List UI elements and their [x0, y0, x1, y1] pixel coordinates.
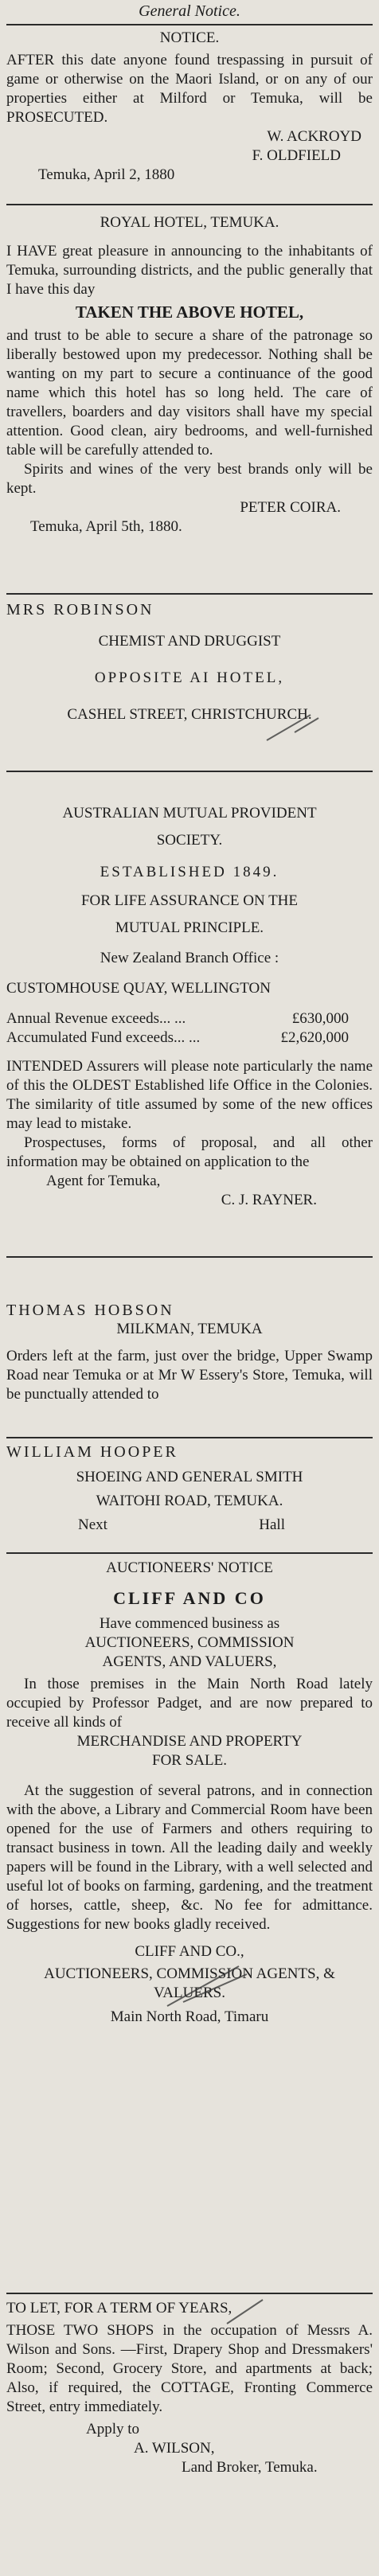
- rule-7: [6, 2293, 373, 2294]
- rule-3: [6, 771, 373, 772]
- tolet-name: A. WILSON,: [134, 2440, 215, 2457]
- amp-agent: Agent for Temuka,: [46, 1173, 161, 1189]
- hooper-name: WILLIAM HOOPER: [6, 1443, 178, 1461]
- hooper-hall: Hall: [259, 1516, 285, 1533]
- cliff-line-4: MERCHANDISE AND PROPERTY: [76, 1733, 303, 1750]
- cliff-line-3: AGENTS, AND VALUERS,: [102, 1653, 277, 1670]
- cliff-name: CLIFF AND CO: [113, 1588, 266, 1608]
- hobson-body: Orders left at the farm, just over the bridge, Upper Swamp Road near Temuka or at Mr W Essery's Store, Temuka, will be punctually attended to: [6, 1348, 373, 1403]
- royal-signature: PETER COIRA.: [240, 499, 341, 516]
- amp-society-ad: [6, 804, 373, 1210]
- robinson-address: CASHEL STREET, CHRISTCHURCH.: [67, 706, 312, 723]
- hobson-name: THOMAS HOBSON: [6, 1302, 174, 1319]
- tolet-ad: [6, 2299, 373, 2477]
- amp-revenue-value: £630,000: [291, 1010, 349, 1027]
- rule-2: [6, 593, 373, 595]
- hooper-location-row: [6, 1516, 373, 1535]
- cliff-line-2: AUCTIONEERS, COMMISSION: [84, 1634, 295, 1651]
- hooper-trade: SHOEING AND GENERAL SMITH: [76, 1469, 303, 1485]
- pencil-mark-3: [223, 2296, 271, 2328]
- royal-para-3: Spirits and wines of the very best brands only will be kept.: [6, 461, 373, 497]
- amp-fund-row: [6, 1028, 373, 1048]
- amp-address: CUSTOMHOUSE QUAY, WELLINGTON: [6, 980, 271, 997]
- pencil-mark-2: [159, 1958, 255, 2014]
- rule-6: [6, 1552, 373, 1554]
- royal-date: Temuka, April 5th, 1880.: [30, 518, 182, 535]
- cliff-para-3: At the suggestion of several patrons, and in connection with the above, a Library and Commercial Room have been opened for the use of Farmers and others requiring to transact business in town. All the leading daily and weekly papers will be found in the Library, with a well selected and useful lot of books on farming, gardening, and the treatment of horses, cattle, sheep, &c. No fee for admittance. Suggestions for new books gladly received.: [6, 1782, 373, 1933]
- amp-revenue-row: [6, 1009, 373, 1028]
- cliff-titles: AUCTIONEERS, COMMISSION AGENTS, & VALUERS.: [44, 1965, 335, 2001]
- rule-4: [6, 1256, 373, 1258]
- royal-taken-line: TAKEN THE ABOVE HOTEL,: [75, 302, 304, 322]
- royal-heading: ROYAL HOTEL, TEMUKA.: [100, 214, 279, 231]
- cliff-ad: [6, 1559, 373, 2027]
- royal-hotel-ad: [6, 213, 373, 537]
- amp-branch: New Zealand Branch Office :: [100, 950, 279, 966]
- trespass-signature-2: F. OLDFIELD: [252, 147, 341, 164]
- amp-title-1: AUSTRALIAN MUTUAL PROVIDENT: [62, 805, 317, 822]
- amp-tagline-1: FOR LIFE ASSURANCE ON THE: [80, 892, 299, 909]
- amp-tagline-2: MUTUAL PRINCIPLE.: [115, 919, 264, 936]
- amp-revenue-label: Annual Revenue exceeds... ...: [6, 1010, 186, 1027]
- trespass-notice: [6, 29, 373, 185]
- cliff-para-2: In those premises in the Main North Road lately occupied by Professor Padget, and are now prepared to receive all kinds of: [6, 1676, 373, 1731]
- page-header-title: General Notice.: [139, 2, 240, 20]
- amp-fund-value: £2,620,000: [280, 1029, 349, 1046]
- amp-fund-label: Accumulated Fund exceeds... ...: [6, 1029, 201, 1046]
- hooper-next: Next: [78, 1516, 107, 1533]
- trespass-date: Temuka, April 2, 1880: [38, 166, 175, 183]
- hooper-ad: [6, 1442, 373, 1535]
- trespass-body: AFTER this date anyone found trespassing in pursuit of game or otherwise on the Maori Island, or on any of our properties either at Milford or Temuka, will be PROSECUTED.: [6, 52, 373, 126]
- amp-signature: C. J. RAYNER.: [221, 1192, 317, 1208]
- royal-para-2: and trust to be able to secure a share of the patronage so liberally bestowed upon my predecessor. Nothing shall be wanting on my part to secure a continuance of the good name which this hotel has so long held. The care of travellers, boarders and day visitors shall have my special attention. Good clean, airy bedrooms, and well-furnished table will be carefully attended to.: [6, 327, 373, 459]
- royal-para-1: I HAVE great pleasure in announcing to the inhabitants of Temuka, surrounding districts, and the public generally that I have this day: [6, 243, 373, 298]
- hobson-trade: MILKMAN, TEMUKA: [116, 1321, 263, 1337]
- cliff-signature: CLIFF AND CO.,: [135, 1943, 244, 1960]
- cliff-address: Main North Road, Timaru: [110, 2008, 269, 2025]
- robinson-name: MRS ROBINSON: [6, 601, 154, 619]
- amp-title-2: SOCIETY.: [156, 832, 223, 849]
- pencil-mark-1: [263, 708, 326, 748]
- cliff-para-1: Have commenced business as: [99, 1615, 280, 1632]
- amp-established: ESTABLISHED 1849.: [100, 864, 279, 880]
- robinson-location: OPPOSITE AI HOTEL,: [94, 669, 285, 686]
- trespass-signature-1: W. ACKROYD: [267, 128, 361, 145]
- rule-5: [6, 1437, 373, 1438]
- column-header: [6, 2, 373, 21]
- hobson-ad: [6, 1301, 373, 1404]
- hooper-address: WAITOHI ROAD, TEMUKA.: [96, 1493, 283, 1509]
- rule-1: [6, 204, 373, 205]
- trespass-heading: NOTICE.: [159, 29, 220, 46]
- robinson-profession: CHEMIST AND DRUGGIST: [98, 633, 281, 650]
- cliff-line-5: FOR SALE.: [152, 1752, 227, 1769]
- header-rule: [6, 24, 373, 25]
- cliff-heading: AUCTIONEERS' NOTICE: [106, 1559, 273, 1576]
- amp-para-1: INTENDED Assurers will please note particularly the name of this the OLDEST Established life Office in the Colonies. The similarity of title assumed by some of the new offices may lead to mistake.: [6, 1058, 373, 1132]
- tolet-body: THOSE TWO SHOPS in the occupation of Messrs A. Wilson and Sons. —First, Drapery Shop and Dressmakers' Room; Second, Grocery Store, and apartments at back; Also, if required, the COTTAGE, Fronting Commerce Street, entry immediately.: [6, 2322, 373, 2415]
- tolet-title: Land Broker, Temuka.: [182, 2459, 318, 2476]
- tolet-apply: Apply to: [86, 2421, 140, 2437]
- robinson-ad: [6, 600, 373, 724]
- amp-para-2: Prospectuses, forms of proposal, and all other information may be obtained on application to the: [6, 1134, 373, 1170]
- tolet-heading: TO LET, FOR A TERM OF YEARS,: [6, 2300, 232, 2316]
